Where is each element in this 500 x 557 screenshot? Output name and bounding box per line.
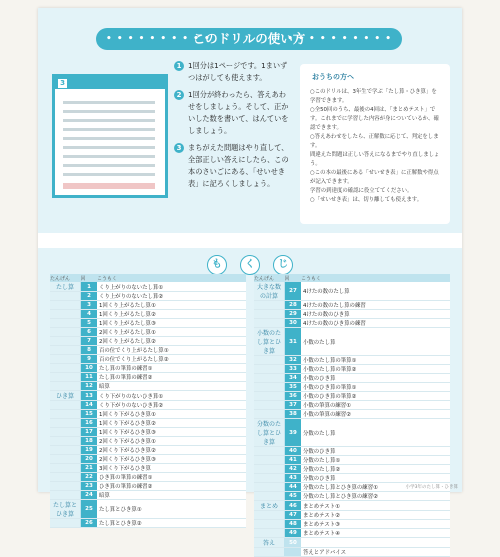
note-line: 間違えた問題は正しい答えになるまでやり直しましょう。 — [310, 152, 440, 167]
decorative-dots: • • • • • • • • • • — [287, 34, 392, 44]
toc-lesson-title: くり下がりのないひき算① — [97, 391, 246, 401]
toc-category — [254, 483, 285, 492]
toc-category — [254, 310, 285, 319]
toc-category — [50, 410, 81, 419]
toc-row — [50, 410, 246, 419]
toc-category — [254, 447, 285, 456]
toc-row — [254, 447, 450, 456]
toc-lesson-title: たし算の筆算の練習① — [97, 364, 246, 373]
toc-lesson-number: 39 — [285, 419, 302, 447]
toc-row — [50, 310, 246, 319]
toc-lesson-title: まとめテスト① — [301, 501, 450, 511]
toc-row — [50, 464, 246, 473]
toc-row — [50, 391, 246, 401]
toc-category — [254, 511, 285, 520]
toc-row — [50, 301, 246, 310]
toc-category — [254, 456, 285, 465]
note-for-parents-heading: おうちの方へ — [312, 73, 354, 81]
toc-category: ひき算 — [50, 391, 81, 401]
toc-row — [50, 355, 246, 364]
toc-category — [254, 465, 285, 474]
toc-category: まとめ — [254, 501, 285, 511]
toc-lesson-title: 4けたの数のひき算の練習 — [301, 319, 450, 328]
toc-row — [254, 511, 450, 520]
toc-row — [254, 474, 450, 483]
toc-lesson-title: 1回くり下がるひき算① — [97, 410, 246, 419]
toc-category — [254, 492, 285, 501]
toc-row — [254, 374, 450, 383]
toc-table-right — [254, 274, 450, 557]
toc-row — [50, 382, 246, 391]
note-line: ○全50回のうち、最後の4回は、「まとめテスト」です。これまでに学習した内容が身についているか、確認できます。 — [310, 107, 439, 131]
toc-lesson-number: 23 — [81, 482, 98, 491]
toc-row — [50, 473, 246, 482]
toc-lesson-title: 2回くり下がるひき算② — [97, 446, 246, 455]
decorative-dots: • • • • • • • • • • — [106, 34, 211, 44]
toc-row — [50, 364, 246, 373]
toc-row — [50, 319, 246, 328]
note-line: ○「せいせき表」は、切り離しても使えます。 — [310, 197, 423, 203]
toc-lesson-number: 37 — [285, 401, 302, 410]
toc-header-no: 回 — [81, 274, 98, 282]
toc-lesson-title: 小数のたし算 — [301, 328, 450, 356]
how-to-title: このドリルの使い方 — [192, 31, 306, 46]
toc-lesson-title: 2回くり下がるひき算① — [97, 437, 246, 446]
toc-row — [50, 337, 246, 346]
toc-row — [254, 419, 450, 447]
toc-category — [254, 301, 285, 310]
toc-category — [50, 301, 81, 310]
toc-lesson-number: 36 — [285, 392, 302, 401]
toc-lesson-number: 42 — [285, 465, 302, 474]
toc-lesson-number: 30 — [285, 319, 302, 328]
toc-lesson-title: ひき算の筆算の練習② — [97, 482, 246, 491]
drill-page — [38, 8, 462, 556]
table-of-contents — [38, 248, 462, 556]
toc-category — [50, 446, 81, 455]
toc-category: たし算とひき算 — [50, 500, 81, 519]
toc-row — [50, 519, 246, 528]
toc-lesson-title: 分数のたし算 — [301, 419, 450, 447]
toc-lesson-title: 小数の筆算の練習① — [301, 401, 450, 410]
toc-lesson-title: 2回くり下がるひき算③ — [97, 455, 246, 464]
toc-lesson-number: 22 — [81, 473, 98, 482]
toc-category — [254, 401, 285, 410]
toc-lesson-number: 33 — [285, 365, 302, 374]
toc-lesson-number: 43 — [285, 474, 302, 483]
toc-category — [50, 482, 81, 491]
toc-lesson-number: 6 — [81, 328, 98, 337]
toc-row — [254, 328, 450, 356]
how-to-steps — [174, 60, 292, 195]
toc-lesson-title: まとめテスト④ — [301, 529, 450, 538]
toc-category — [50, 382, 81, 391]
toc-lesson-title: 分数のたし算② — [301, 465, 450, 474]
toc-lesson-title: 小数のひき算の筆算② — [301, 392, 450, 401]
toc-header-content: こうもく — [97, 274, 246, 282]
toc-row — [254, 301, 450, 310]
toc-category — [50, 346, 81, 355]
sample-page-thumbnail — [52, 74, 168, 198]
toc-lesson-number: 19 — [81, 446, 98, 455]
toc-lesson-number: 15 — [81, 410, 98, 419]
toc-row — [254, 310, 450, 319]
toc-category: 小数のたし算とひき算 — [254, 328, 285, 356]
toc-lesson-title: 分数のたし算とひき算の練習② — [301, 492, 450, 501]
toc-lesson-title: 2回くり上がるたし算① — [97, 328, 246, 337]
step-text: 1回分が終わったら、答えあわせをしましょう。そして、正かいした数を書いて、はんていをしましょう。 — [188, 90, 289, 135]
step-number-badge: 3 — [174, 143, 184, 153]
toc-lesson-number: 48 — [285, 520, 302, 529]
sample-page-footer — [63, 183, 155, 189]
toc-row — [50, 491, 246, 500]
toc-lesson-number: 9 — [81, 355, 98, 364]
toc-category — [50, 319, 81, 328]
toc-category — [50, 473, 81, 482]
toc-lesson-number: 34 — [285, 374, 302, 383]
toc-lesson-number: 1 — [81, 282, 98, 292]
toc-header-category: たんげん — [50, 274, 81, 282]
sample-page-number: 3 — [58, 79, 67, 88]
how-to-step — [174, 89, 292, 137]
toc-lesson-number: 38 — [285, 410, 302, 419]
toc-header-category: たんげん — [254, 274, 285, 282]
toc-row — [50, 482, 246, 491]
toc-lesson-title: 百の位でくり上がるたし算② — [97, 355, 246, 364]
toc-lesson-title: 4けたの数のたし算の練習 — [301, 301, 450, 310]
toc-row — [254, 383, 450, 392]
toc-row — [254, 529, 450, 538]
toc-category — [50, 310, 81, 319]
toc-lesson-number: 18 — [81, 437, 98, 446]
toc-header-content: こうもく — [301, 274, 450, 282]
toc-category — [254, 319, 285, 328]
toc-category — [254, 474, 285, 483]
toc-category — [254, 374, 285, 383]
toc-lesson-number: 45 — [285, 492, 302, 501]
note-line: ○答えあわせをしたら、正解数に応じて、判定をします。 — [310, 134, 439, 149]
toc-lesson-title: 小数の筆算の練習② — [301, 410, 450, 419]
toc-lesson-number: 24 — [81, 491, 98, 500]
toc-lesson-title: 4けたの数のひき算 — [301, 310, 450, 319]
toc-header-row — [254, 274, 450, 282]
step-number-badge: 2 — [174, 90, 184, 100]
toc-category: 大きな数の計算 — [254, 282, 285, 301]
toc-right-body — [254, 282, 450, 557]
toc-title-char: も — [207, 255, 227, 275]
toc-category — [50, 355, 81, 364]
toc-category — [50, 401, 81, 410]
toc-lesson-number: 31 — [285, 328, 302, 356]
sample-page-lines — [63, 95, 155, 182]
toc-lesson-title: 1回くり上がるたし算① — [97, 301, 246, 310]
toc-category — [50, 437, 81, 446]
toc-title-char: じ — [273, 255, 293, 275]
toc-category — [254, 356, 285, 365]
toc-lesson-number: 46 — [285, 501, 302, 511]
toc-category — [50, 419, 81, 428]
toc-row — [50, 428, 246, 437]
toc-lesson-number: 7 — [81, 337, 98, 346]
toc-category: 分数のたし算とひき算 — [254, 419, 285, 447]
toc-lesson-number: 8 — [81, 346, 98, 355]
toc-row — [254, 465, 450, 474]
toc-row — [254, 456, 450, 465]
toc-title — [182, 252, 318, 272]
toc-lesson-title: 小数のひき算 — [301, 374, 450, 383]
sample-page-header — [55, 77, 165, 89]
toc-lesson-number: 25 — [81, 500, 98, 519]
toc-lesson-title: 分数のたし算とひき算の練習① — [301, 483, 450, 492]
toc-lesson-number: 11 — [81, 373, 98, 382]
toc-lesson-title: たし算の筆算の練習② — [97, 373, 246, 382]
toc-lesson-number — [285, 548, 302, 557]
toc-lesson-title: 1回くり下がるひき算③ — [97, 428, 246, 437]
toc-row — [50, 446, 246, 455]
toc-category — [50, 428, 81, 437]
toc-lesson-number: 10 — [81, 364, 98, 373]
toc-lesson-number: 27 — [285, 282, 302, 301]
toc-table-left — [50, 274, 246, 528]
note-line: ○このドリルは、3年生で学ぶ「たし算・ひき算」を学習できます。 — [310, 89, 437, 104]
toc-lesson-title — [301, 538, 450, 548]
toc-header-row — [50, 274, 246, 282]
toc-lesson-number: 41 — [285, 456, 302, 465]
toc-row — [254, 492, 450, 501]
toc-lesson-number: 5 — [81, 319, 98, 328]
toc-title-char: く — [240, 255, 260, 275]
toc-category — [50, 464, 81, 473]
toc-category — [50, 328, 81, 337]
toc-lesson-number: 50 — [285, 538, 302, 548]
toc-lesson-title: くり上がりのないたし算① — [97, 282, 246, 292]
toc-lesson-title: 1回くり上がるたし算② — [97, 310, 246, 319]
toc-category — [254, 529, 285, 538]
toc-lesson-title: 小数のひき算の筆算① — [301, 383, 450, 392]
toc-lesson-title: 3回くり下がるひき算 — [97, 464, 246, 473]
toc-row — [254, 401, 450, 410]
toc-row — [50, 373, 246, 382]
toc-row — [254, 356, 450, 365]
page-footer: 小学3年のたし算・ひき算 — [405, 485, 458, 490]
toc-lesson-title: 1回くり下がるひき算② — [97, 419, 246, 428]
note-line: 学習の到達度の確認に役立ててください。 — [310, 188, 413, 194]
toc-lesson-number: 49 — [285, 529, 302, 538]
toc-lesson-title: たし算とひき算② — [97, 519, 246, 528]
toc-row — [254, 501, 450, 511]
toc-row — [50, 437, 246, 446]
step-text: まちがえた問題はやり直して、全部正しい答えにしたら、この本のさいごにある、「せいせき表」に記ろくしましょう。 — [188, 143, 289, 188]
how-to-section — [38, 8, 462, 233]
toc-row — [254, 319, 450, 328]
toc-category — [254, 383, 285, 392]
toc-lesson-title: まとめテスト② — [301, 511, 450, 520]
toc-lesson-title: くり下がりのないひき算② — [97, 401, 246, 410]
toc-category — [50, 455, 81, 464]
toc-row — [254, 548, 450, 557]
toc-category — [50, 364, 81, 373]
toc-lesson-title: まとめテスト③ — [301, 520, 450, 529]
how-to-step — [174, 142, 292, 190]
toc-category — [254, 392, 285, 401]
toc-lesson-number: 26 — [81, 519, 98, 528]
step-text: 1回分は1ページです。1まいずつはがしても使えます。 — [188, 61, 288, 82]
toc-left-body — [50, 282, 246, 528]
toc-category — [254, 520, 285, 529]
toc-lesson-title: 暗算 — [97, 382, 246, 391]
toc-category — [50, 519, 81, 528]
how-to-title-banner — [96, 28, 402, 50]
toc-row — [254, 365, 450, 374]
toc-lesson-number: 21 — [81, 464, 98, 473]
toc-row — [50, 401, 246, 410]
toc-lesson-number: 44 — [285, 483, 302, 492]
toc-lesson-title: 分数のひき算 — [301, 447, 450, 456]
toc-lesson-title: 答えとアドバイス — [301, 548, 450, 557]
toc-lesson-title: 小数のたし算の筆算① — [301, 356, 450, 365]
toc-lesson-number: 47 — [285, 511, 302, 520]
toc-category — [50, 292, 81, 301]
toc-lesson-title: たし算とひき算① — [97, 500, 246, 519]
how-to-step — [174, 60, 292, 84]
toc-lesson-number: 14 — [81, 401, 98, 410]
toc-row — [50, 328, 246, 337]
toc-lesson-number: 40 — [285, 447, 302, 456]
toc-lesson-title: 2回くり上がるたし算② — [97, 337, 246, 346]
toc-row — [50, 419, 246, 428]
toc-row — [254, 520, 450, 529]
toc-lesson-number: 32 — [285, 356, 302, 365]
toc-lesson-number: 2 — [81, 292, 98, 301]
toc-lesson-title: 4けたの数のたし算 — [301, 282, 450, 301]
toc-lesson-number: 4 — [81, 310, 98, 319]
toc-lesson-number: 35 — [285, 383, 302, 392]
toc-lesson-title: 分数のひき算 — [301, 474, 450, 483]
toc-category: たし算 — [50, 282, 81, 292]
toc-category — [50, 337, 81, 346]
step-number-badge: 1 — [174, 61, 184, 71]
toc-category — [50, 491, 81, 500]
toc-lesson-title: ひき算の筆算の練習① — [97, 473, 246, 482]
note-for-parents — [300, 64, 450, 224]
toc-header-no: 回 — [285, 274, 302, 282]
toc-lesson-number: 13 — [81, 391, 98, 401]
toc-lesson-number: 20 — [81, 455, 98, 464]
toc-row — [50, 500, 246, 519]
toc-category — [254, 410, 285, 419]
toc-lesson-title: 百の位でくり上がるたし算① — [97, 346, 246, 355]
toc-lesson-number: 28 — [285, 301, 302, 310]
toc-row — [50, 455, 246, 464]
toc-category: 答え — [254, 538, 285, 548]
toc-lesson-title: 1回くり上がるたし算③ — [97, 319, 246, 328]
toc-row — [254, 392, 450, 401]
toc-lesson-number: 17 — [81, 428, 98, 437]
toc-lesson-title: 小数のたし算の筆算② — [301, 365, 450, 374]
toc-row — [254, 282, 450, 301]
toc-lesson-number: 29 — [285, 310, 302, 319]
toc-category — [254, 365, 285, 374]
toc-row — [50, 282, 246, 292]
toc-lesson-number: 16 — [81, 419, 98, 428]
toc-row — [50, 292, 246, 301]
toc-row — [50, 346, 246, 355]
toc-category — [254, 548, 285, 557]
toc-lesson-title: くり上がりのないたし算② — [97, 292, 246, 301]
toc-category — [50, 373, 81, 382]
toc-lesson-title: 分数のたし算① — [301, 456, 450, 465]
toc-lesson-number: 12 — [81, 382, 98, 391]
toc-lesson-title: 暗算 — [97, 491, 246, 500]
toc-row — [254, 410, 450, 419]
note-line: ○この本の最後にある「せいせき表」に正解数や得点が記入できます。 — [310, 170, 439, 185]
toc-lesson-number: 3 — [81, 301, 98, 310]
toc-row — [254, 538, 450, 548]
